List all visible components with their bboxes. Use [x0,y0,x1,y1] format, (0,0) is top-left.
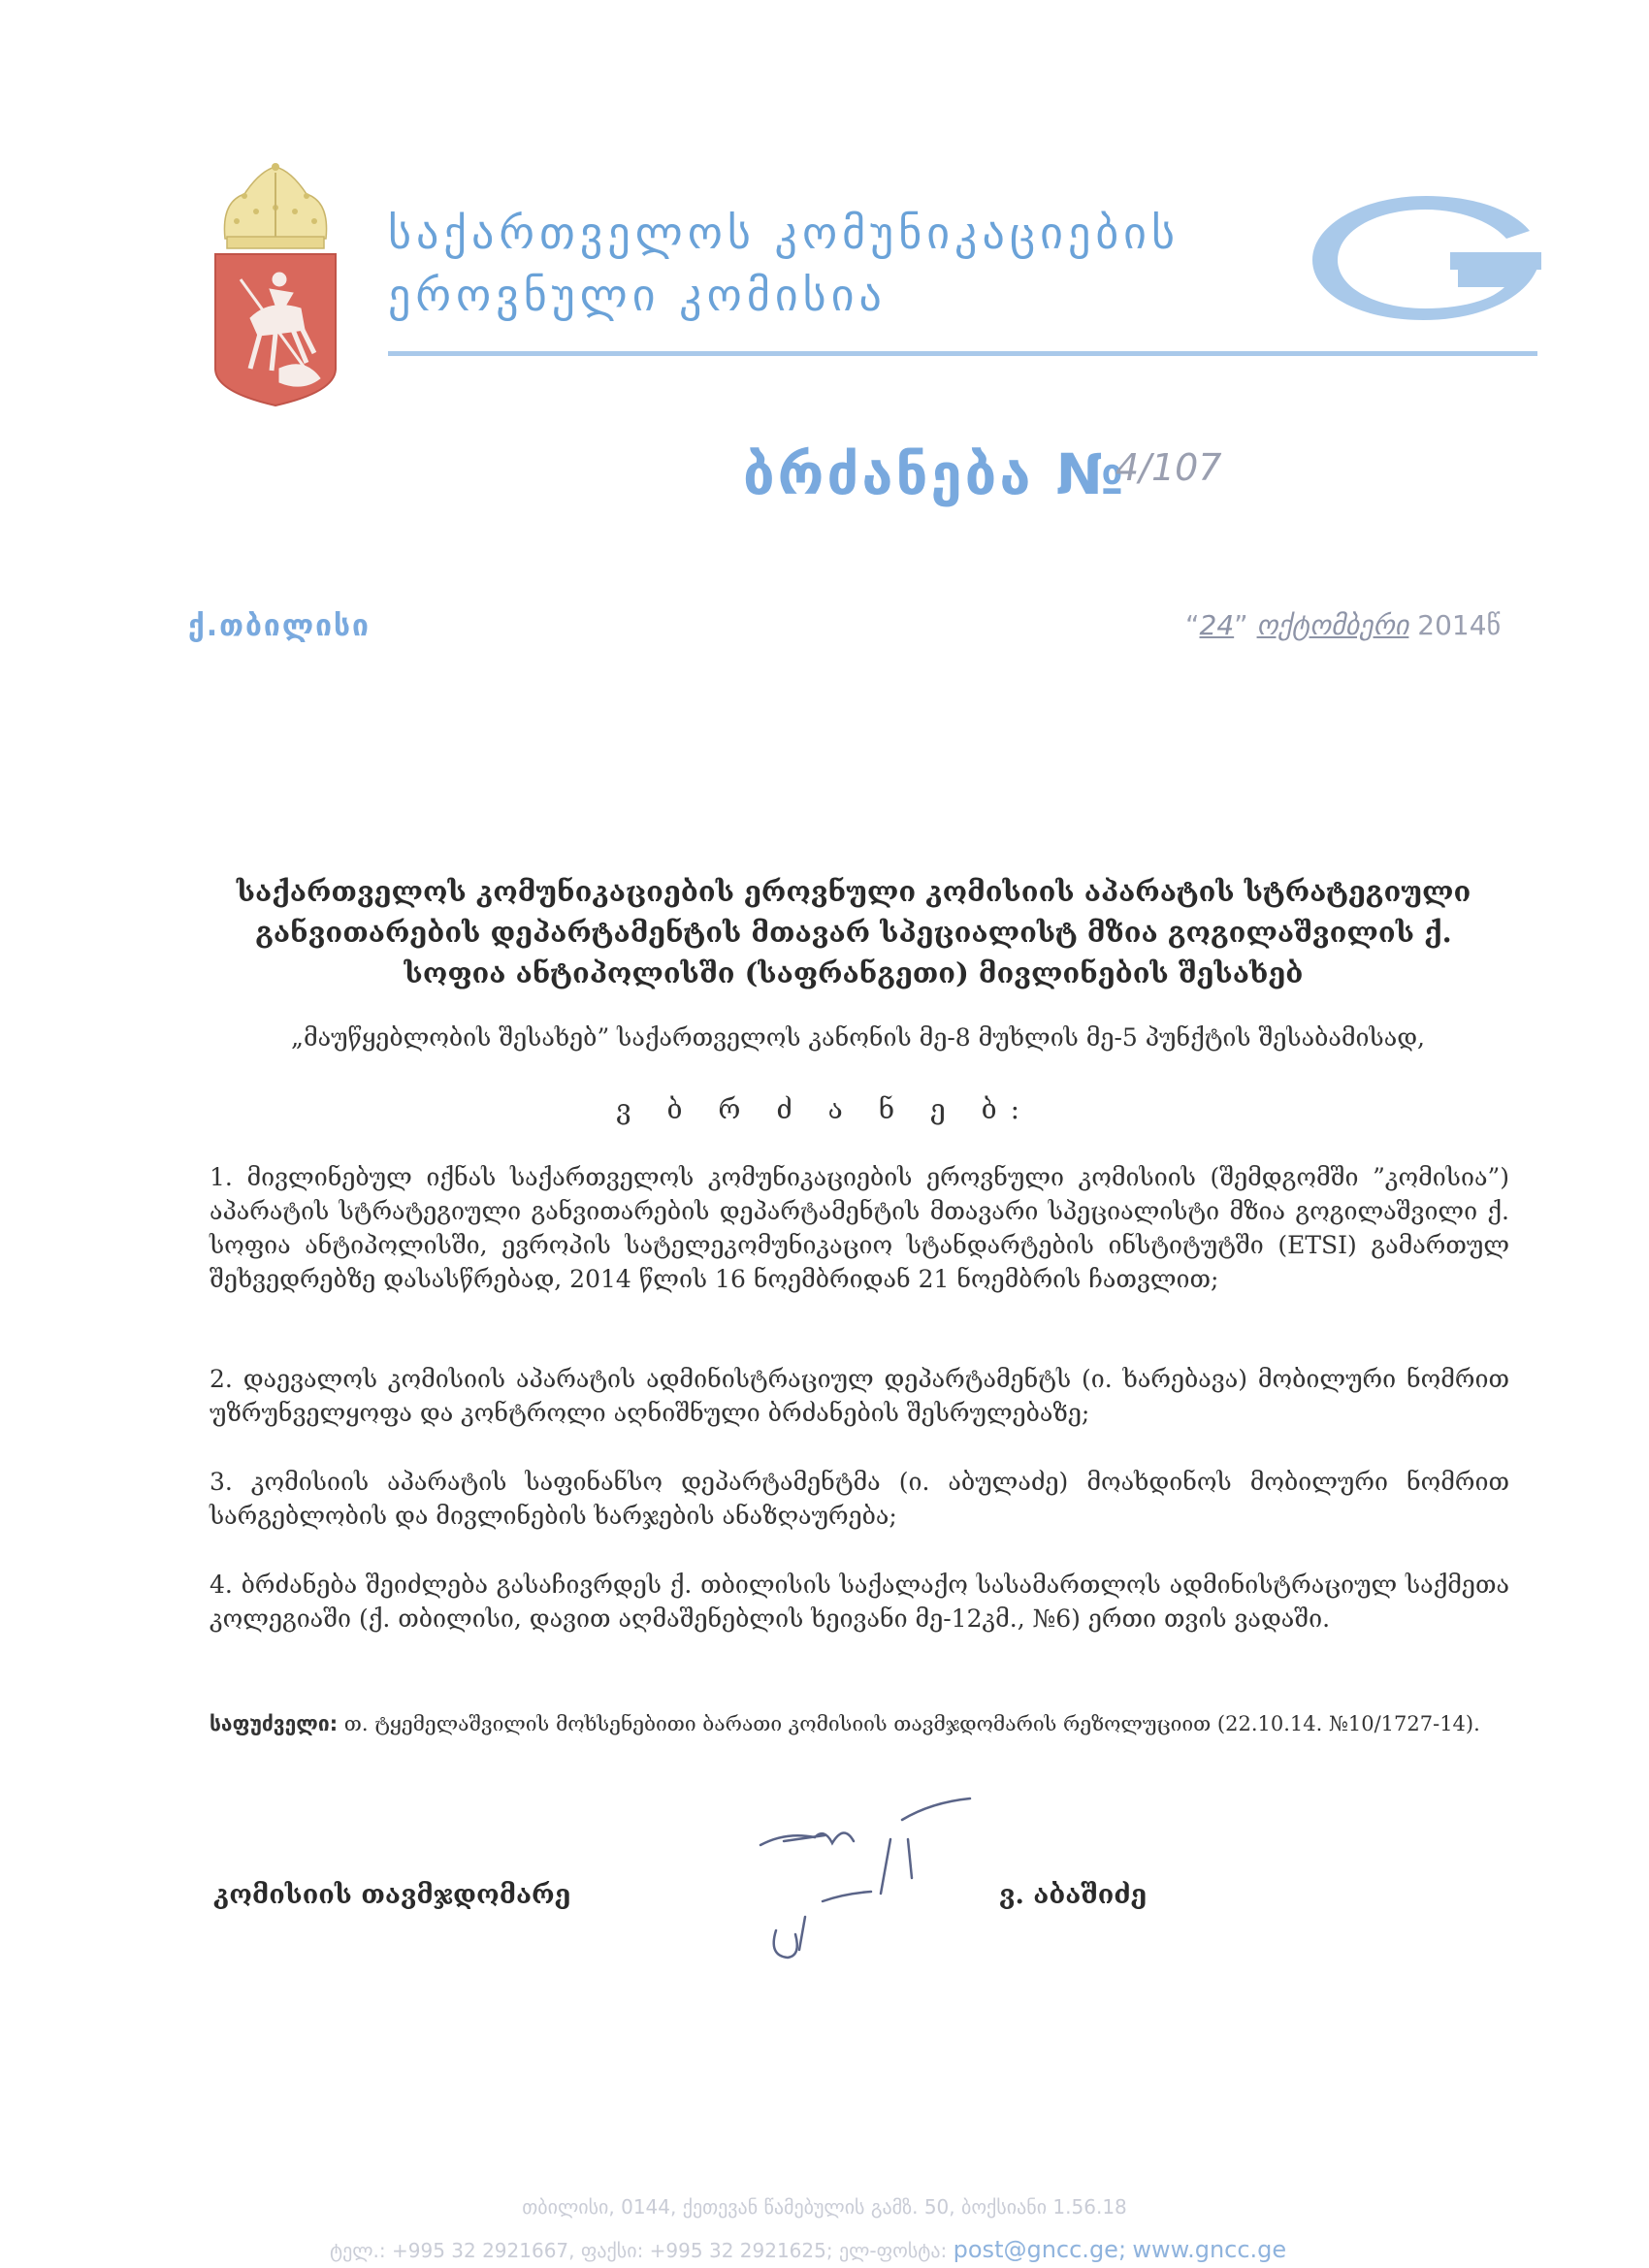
basis-text: თ. ტყემელაშვილის მოხსენებითი ბარათი კომისიის თავმჯდომარის რეზოლუციით (22.10.14. №10/1727-14). [343,1712,1480,1735]
date-month: ოქტომბერი [1256,609,1409,641]
footer-email-link[interactable]: post@gncc.ge; [953,2236,1127,2263]
city-label: ქ.თბილისი [188,609,371,643]
footer-website-link[interactable]: www.gncc.ge [1132,2236,1287,2263]
footer-email-label: ელ-ფოსტა: [838,2239,948,2262]
footer-phone: ტელ.: +995 32 2921667, ფაქსი: +995 32 2921625; [330,2239,833,2262]
coat-of-arms-emblem [211,163,340,407]
legal-basis-intro: „მაუწყებლობის შესახებ” საქართველოს კანონის მე-8 მუხლის მე-5 პუნქტის შესაბამისად, [291,1023,1426,1052]
order-number: 4/107 [1116,446,1222,489]
gncc-logo [1305,190,1547,326]
organization-name-line1: საქართველოს კომუნიკაციების [388,207,1180,259]
decree-heading: ვ ბ რ ძ ა ნ ე ბ: [615,1093,1034,1125]
basis-label: საფუძველი: [210,1712,339,1735]
date-day: 24 [1199,609,1235,641]
order-item-1: 1. მივლინებულ იქნას საქართველოს კომუნიკაციების ეროვნული კომისიის (შემდგომში ”კომისია”) აპარატის სტრატეგიული განვითარების დეპარტამენტის მთავარი სპეციალისტი მზია გოგილაშვილი ქ. სოფია ანტიპოლისში, ევროპის სატელეკომუნიკაციო სტანდარტების ინსტიტუტში (ETSI) გამართულ შეხვედრებზე დასასწრებად, 2014 წლის 16 ნოემბრიდან 21 ნოემბრის ჩათვლით; [210,1163,1509,1293]
handwritten-signature [679,1785,1048,1979]
signatory-name: ვ. აბაშიძე [999,1880,1148,1910]
date-year: 2014წ [1417,609,1502,641]
order-item-4: 4. ბრძანება შეიძლება გასაჩივრდეს ქ. თბილისის საქალაქო სასამართლოს ადმინისტრაციულ საქმეთა კოლეგიაში (ქ. თბილისი, დავით აღმაშენებლის ხეივანი მე-12კმ., №6) ერთი თვის ვადაში. [210,1571,1509,1633]
organization-name [388,202,1180,326]
signatory-title: კომისიის თავმჯდომარე [213,1880,571,1910]
footer-contacts [330,2236,1286,2263]
organization-name-line2: ეროვნული კომისია [388,269,887,321]
header-divider [388,351,1537,356]
order-basis [210,1710,1509,1737]
order-item-3: 3. კომისიის აპარატის საფინანსო დეპარტამენტმა (ი. აბულაძე) მოახდინოს მობილური ნომრით სარგებლობის და მივლინების ხარჯების ანაზღაურება; [210,1468,1509,1530]
order-date: “24” ოქტომბერი 2014წ [1185,609,1502,641]
order-item-2: 2. დაევალოს კომისიის აპარატის ადმინისტრაციულ დეპარტამენტს (ი. ხარებავა) მობილური ნომრით უზრუნველყოფა და კონტროლი აღნიშნული ბრძანების შესრულებაზე; [210,1365,1509,1427]
document-title: საქართველოს კომუნიკაციების ეროვნული კომისიის აპარატის სტრატეგიული განვითარების დეპარტამენტის მთავარ სპეციალისტ მზია გოგილაშვილის ქ. სოფია ანტიპოლისში (საფრანგეთი) მივლინების შესახებ [236,875,1471,989]
footer-address: თბილისი, 0144, ქეთევან წამებულის გამზ. 50, ბოქსიანი 1.56.18 [522,2195,1127,2219]
order-title: ბრძანება № [743,441,1127,507]
